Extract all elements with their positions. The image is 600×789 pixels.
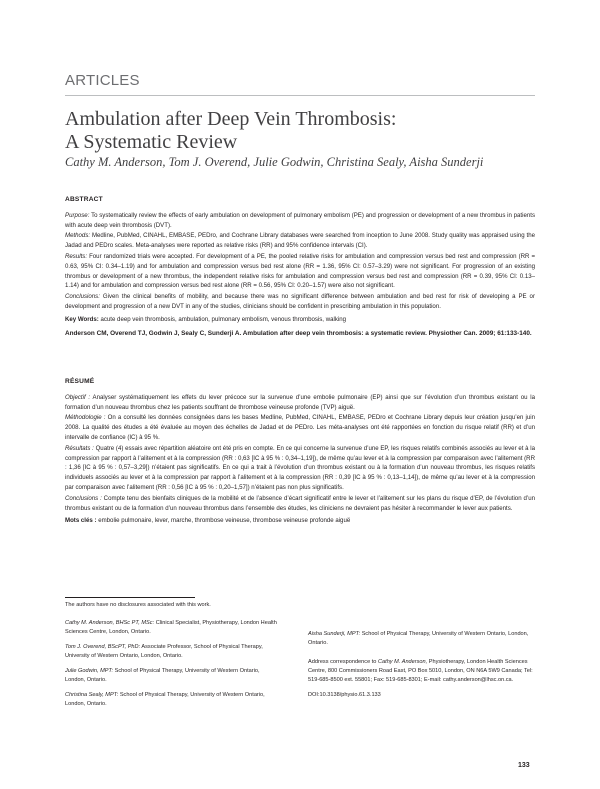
objectif-label: Objectif : <box>65 393 91 401</box>
abstract-section <box>65 195 535 340</box>
correspondence-name: Cathy M. Anderson, <box>377 659 428 665</box>
abstract-keywords <box>65 315 535 325</box>
resume-conclusions-label: Conclusions : <box>65 494 102 502</box>
purpose-text: To systematically review the effects of early ambulation on development of pulmonary embolism (PE) and progression or development of a new thrombus in patients with acute deep vein thrombosis (DVT). <box>65 211 535 229</box>
abstract-methods <box>65 231 535 251</box>
methods-label: Methods: <box>65 232 91 240</box>
affiliations-left <box>65 619 280 715</box>
conclusions-text: Given the clinical benefits of mobility, and because there was no significant difference between ambulation and bed rest for risk of developing a PE or development and progression of a new DVT in any of the studies, clinicians should be confident in prescribing ambulation in this population. <box>65 293 535 310</box>
affil-overend-text: Associate Professor, School of Physical Therapy, University of Western Ontario, London, Ontario. <box>65 644 263 659</box>
resume-conclusions-text: Compte tenu des bienfaits cliniques de la mobilité et de l’absence d’écart significatif entre le lever et l’alitement sur les plans du risque d’EP, de l’évolution d’un thrombus existant ou de la formation d’un nouveau thrombus dans l’ensemble des études, les cliniciens ne devraient pas hésiter à recommander le lever aux patients. <box>65 494 535 512</box>
disclosure-note: The authors have no disclosures associated with this work. <box>65 602 211 608</box>
conclusions-label: Conclusions: <box>65 293 100 301</box>
motscles-label: Mots clés : <box>65 517 97 525</box>
keywords-text: acute deep vein thrombosis, ambulation, pulmonary embolism, venous thrombosis, walking <box>100 315 347 323</box>
resume-methodologie <box>65 413 535 442</box>
affil-sealy-name: Christina Sealy, MPT: <box>65 692 119 698</box>
results-text: Four randomized trials were accepted. For development of a PE, the pooled relative risks for ambulation and compression versus bed rest and compression (RR = 0.63, 95% CI: 0.34–1.19) and for ambulation and compression versus bed rest alone (RR = 1.36, 95% CI: 0.57–3.29) were not significant. For progression of an existing thrombus or development of a new thrombus, the independent relative risks for ambulation and compression versus bed rest and compression (RR = 0.39, 95% CI: 0.13–1.14) and for ambulation and compression versus bed rest alone (RR = 0.56, 95% CI: 0.20–1.57) were also not significant. <box>65 252 535 290</box>
section-label: ARTICLES <box>65 72 140 89</box>
abstract-conclusions <box>65 292 535 312</box>
affil-godwin-name: Julie Godwin, MPT: <box>65 668 114 674</box>
resume-section <box>65 377 535 527</box>
objectif-text: Analyser systématiquement les effets du lever précoce sur la survenue d’une embolie pulmonaire (EP) ainsi que sur l’évolution d’un thrombus existant ou la formation d’un nouveau thrombus chez les patients souffrant de thrombose veineuse profonde (TVP) aiguë. <box>65 393 536 411</box>
resultats-text: Quatre (4) essais avec répartition aléatoire ont été pris en compte. En ce qui concerne la survenue d’une EP, les risques relatifs combinés associés au lever et à la compression par rapport à l’alitement et à la compression (RR : 0,63 [IC à 95 % : 0,34–1,19]), de même qu’au lever et à la compression par comparaison avec l’alitement (RR : 1,36 [IC à 95 % : 0,57–3,29]) n’étaient pas significatifs. En ce qui a trait à l’évolution d’un thrombus existant ou à la formation d’un nouveau thrombus, les risques relatifs individuels associés au lever et à la compression par rapport à l’alitement et à la compression (RR : 0,39 [IC à 95 % : 0,13–1,14]), de même qu’au lever et à la compression par comparaison avec l’alitement (RR : 0,56 [IC à 95 % : 0,20–1,57]) n’étaient pas non plus significatifs. <box>65 444 535 491</box>
resume-heading: RÉSUMÉ <box>65 378 95 385</box>
results-label: Results: <box>65 252 88 260</box>
correspondence-text: Physiotherapy, London Health Sciences Centre, 800 Commissioners Road East, PO Box 5010, London, ON N6A 5W9 Canada; Tel: 519-685-8500 ext. 55801; Fax: 519-685-8301; E-mail: cathy.anderson@lhsc.on.ca. <box>308 659 533 683</box>
article-title <box>65 108 545 154</box>
resultats-label: Résultats : <box>65 444 94 452</box>
abstract-purpose <box>65 211 535 231</box>
title-line-2: A Systematic Review <box>65 131 238 153</box>
doi: DOI:10.3138/physio.61.3.133 <box>308 692 381 698</box>
methodologie-text: On a consulté les données consignées dans les bases Medline, PubMed, CINAHL, EMBASE, PEDro et Cochrane Library depuis leur création jusqu’en juin 2008. La qualité des études a été évaluée au moyen des échelles de Jadad et de PEDro. Les méta-analyses ont été rapportées en fonction du risque relatif (RR) et d’un intervalle de confiance (IC) à 95 %. <box>65 414 536 441</box>
affil-sunderji <box>308 630 535 648</box>
resume-resultats <box>65 444 535 493</box>
motscles-text: embolie pulmonaire, lever, marche, thrombose veineuse, thrombose veineuse profonde aiguë <box>98 517 351 525</box>
affiliations-right <box>308 630 535 706</box>
affil-sunderji-text: School of Physical Therapy, University of Western Ontario, London, Ontario. <box>308 631 529 646</box>
title-line-1: Ambulation after Deep Vein Thrombosis: <box>65 108 397 130</box>
correspondence-prefix: Address correspondence to <box>308 659 377 665</box>
affil-sealy-text: School of Physical Therapy, University of Western Ontario, London, Ontario. <box>65 692 265 707</box>
keywords-label: Key Words: <box>65 315 99 323</box>
affil-anderson <box>65 619 280 637</box>
resume-motscles <box>65 516 535 526</box>
affil-anderson-text: Clinical Specialist, Physiotherapy, London Health Sciences Centre, London, Ontario. <box>65 620 277 635</box>
header-rule <box>65 95 535 96</box>
resume-conclusions <box>65 494 535 514</box>
correspondence-address <box>308 658 535 685</box>
affil-overend <box>65 643 280 661</box>
resume-objectif <box>65 393 535 413</box>
abstract-results <box>65 252 535 291</box>
affil-anderson-name: Cathy M. Anderson, BHSc PT, MSc: <box>65 620 155 626</box>
methodologie-label: Méthodologie : <box>65 414 106 422</box>
author-list: Cathy M. Anderson, Tom J. Overend, Julie Godwin, Christina Sealy, Aisha Sunderji <box>65 155 484 169</box>
page-number: 133 <box>518 762 530 769</box>
purpose-label: Purpose: <box>65 211 90 219</box>
abstract-heading: ABSTRACT <box>65 196 103 203</box>
affil-sunderji-name: Aisha Sunderji, MPT: <box>308 631 361 637</box>
affil-godwin-text: School of Physical Therapy, University of Western Ontario, London, Ontario. <box>65 668 260 683</box>
methods-text: Medline, PubMed, CINAHL, EMBASE, PEDro, and Cochrane Library databases were searched from inception to June 2008. Study quality was appraised using the Jadad and PEDro scales. Meta-analyses were reported as relative risks (RR) and 95% confidence intervals (CI). <box>65 232 535 250</box>
affil-sealy <box>65 691 280 709</box>
affil-godwin <box>65 667 280 685</box>
citation: Anderson CM, Overend TJ, Godwin J, Sealy C, Sunderji A. Ambulation after deep vein thrombosis: a systematic review. Physiother Can. 2009; 61:133-140. <box>65 329 532 337</box>
footnote-rule <box>65 597 195 598</box>
affil-overend-name: Tom J. Overend, BScPT, PhD: <box>65 644 141 650</box>
